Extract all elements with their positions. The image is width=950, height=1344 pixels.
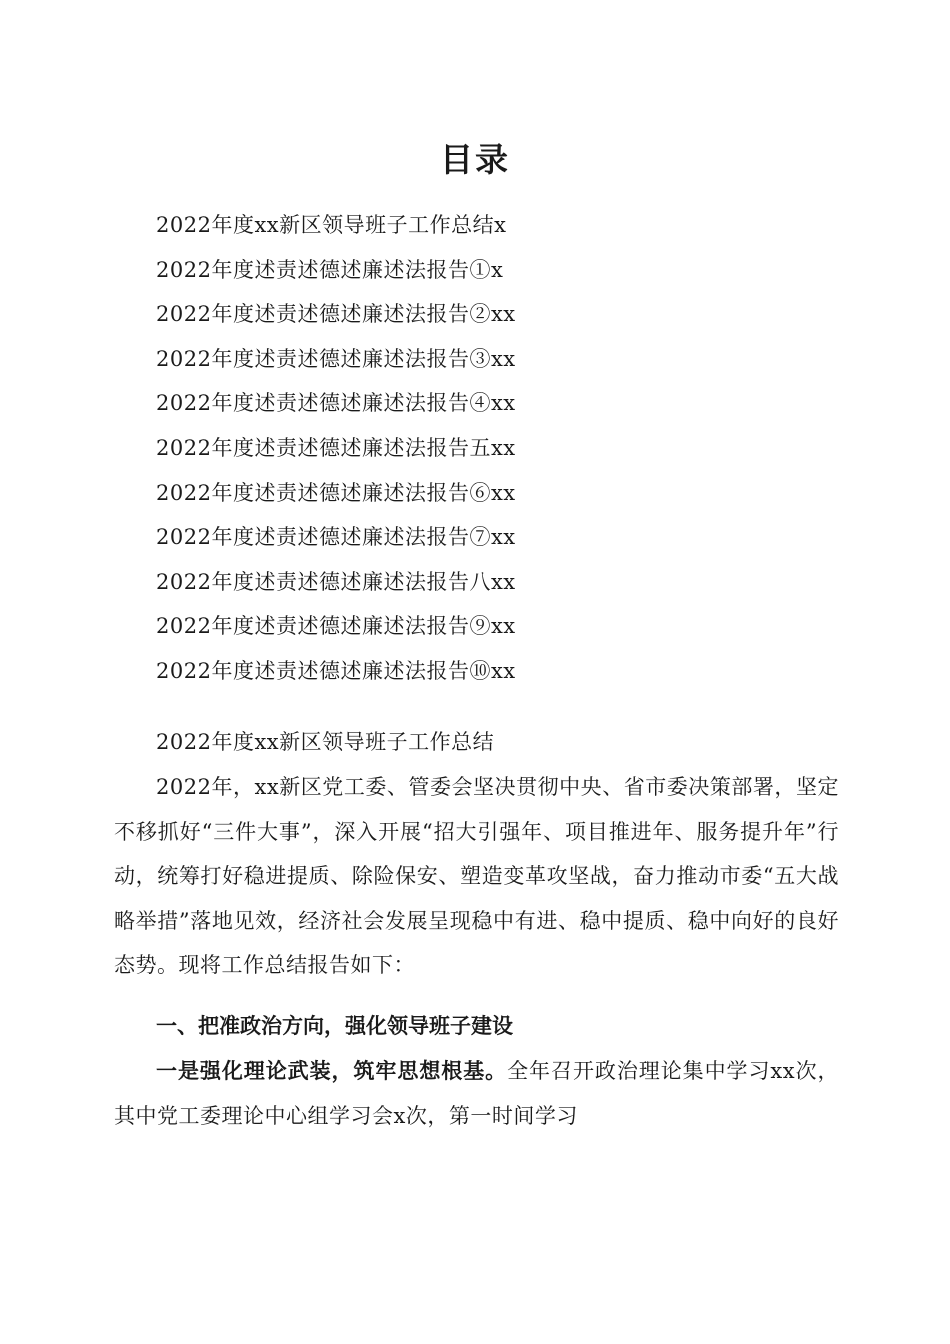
toc-item[interactable]: 2022年度述责述德述廉述法报告五xx (156, 435, 516, 460)
toc-item[interactable]: 2022年度述责述德述廉述法报告②xx (156, 302, 516, 327)
toc-item[interactable]: 2022年度述责述德述廉述法报告①x (156, 257, 504, 282)
paragraph-text: 全年召开政治理论集中学习xx次，其中党工委理论中心组学习会x次，第一时间学习 (114, 1059, 840, 1128)
toc-item[interactable]: 2022年度xx新区领导班子工作总结x (156, 213, 507, 237)
toc-item[interactable]: 2022年度述责述德述廉述法报告八xx (156, 569, 516, 594)
toc-item[interactable]: 2022年度述责述德述廉述法报告⑨xx (156, 614, 516, 639)
paragraph-lead: 一是强化理论武装，筑牢思想根基。 (156, 1058, 508, 1083)
table-of-contents (156, 203, 516, 694)
toc-item[interactable]: 2022年度述责述德述廉述法报告③xx (156, 346, 516, 371)
toc-item[interactable]: 2022年度述责述德述廉述法报告⑩xx (156, 658, 516, 683)
page-title: 目录 (440, 140, 510, 179)
section-heading: 一、把准政治方向，强化领导班子建设 (156, 1014, 513, 1038)
toc-item[interactable]: 2022年度述责述德述廉述法报告⑥xx (156, 480, 516, 505)
toc-item[interactable]: 2022年度述责述德述廉述法报告⑦xx (156, 525, 516, 550)
document-heading: 2022年度xx新区领导班子工作总结 (156, 730, 495, 754)
section-paragraph (114, 1049, 839, 1138)
intro-paragraph: 2022年，xx新区党工委、管委会坚决贯彻中央、省市委决策部署，坚定不移抓好“三件大事”，深入开展“招大引强年、项目推进年、服务提升年”行动，统筹打好稳进提质、除险保安、塑造变革攻坚战，奋力推动市委“五大战略举措”落地见效，经济社会发展呈现稳中有进、稳中提质、稳中向好的良好态势。现将工作总结报告如下： (114, 775, 839, 977)
toc-item[interactable]: 2022年度述责述德述廉述法报告④xx (156, 391, 516, 416)
